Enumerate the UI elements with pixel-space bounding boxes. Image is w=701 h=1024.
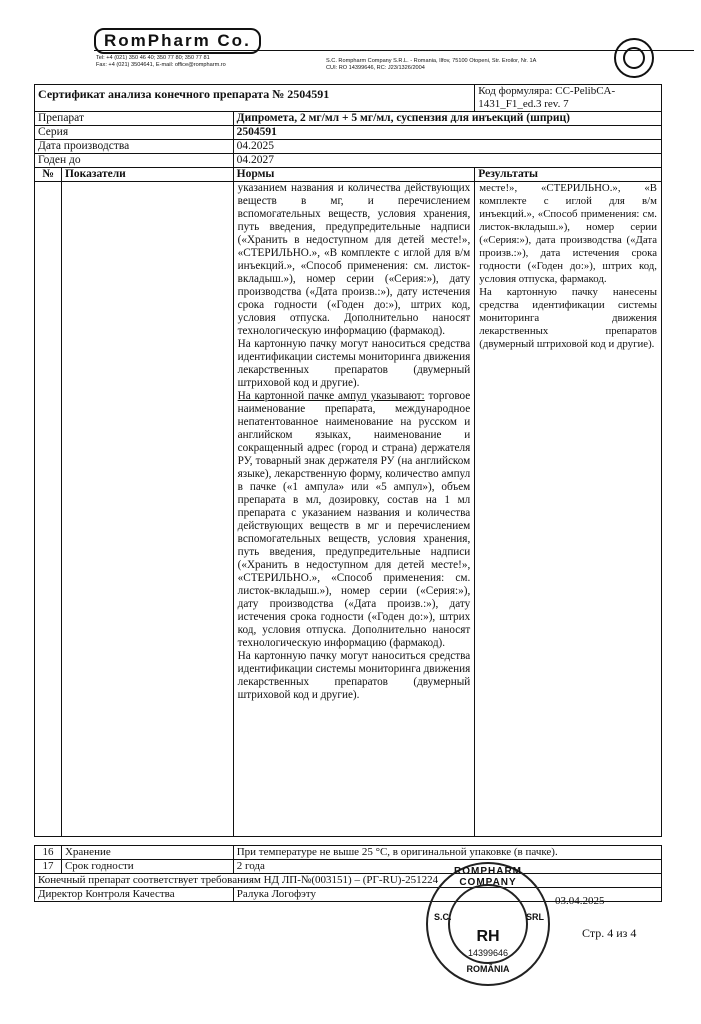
- column-header-row: [35, 168, 662, 182]
- results-paragraph: На картонную пачку нанесены средства идентификации системы мониторинга движения лекарственных препаратов (двумерный штриховой код и другие).: [479, 286, 657, 350]
- conformity-row: [35, 874, 662, 888]
- info-row-batch: [35, 126, 662, 140]
- col-results: Результаты: [475, 168, 662, 182]
- info-label: Серия: [35, 126, 234, 140]
- row-num-empty: [35, 182, 62, 837]
- info-label: Годен до: [35, 154, 234, 168]
- col-num: №: [35, 168, 62, 182]
- contact-info: Tel: +4 (021) 350 46 40; 350 77 80; 350 77 81 Fax: +4 (021) 3504641, E-mail: office@rompharm.ro: [96, 55, 226, 68]
- letterhead: [94, 28, 614, 76]
- company-address: S.C. Rompharm Company S.R.L. - Romania, Ilfov, 75100 Otopeni, Str. Eroilor, Nr. 1A CUI: RO 14399646, RC: J23/1326/2004: [326, 58, 537, 71]
- company-stamp-icon: [426, 862, 550, 986]
- stamp-text: S.C.: [434, 912, 452, 922]
- info-value: Дипромета, 2 мг/мл + 5 мг/мл, суспензия для инъекций (шприц): [233, 112, 661, 126]
- conformity-statement: Конечный препарат соответствует требованиям НД ЛП-№(003151) – (РГ-RU)-251224: [35, 874, 662, 888]
- row-num: 17: [35, 860, 62, 874]
- certificate-title: Сертификат анализа конечного препарата № 2504591: [35, 85, 475, 112]
- signature-role: Директор Контроля Качества: [35, 888, 234, 902]
- norms-cell: [233, 182, 475, 837]
- footer-table: [34, 845, 662, 902]
- row-value: При температуре не выше 25 °С, в оригинальной упаковке (в пачке).: [233, 846, 661, 860]
- norms-paragraph: На картонную пачку могут наноситься средства идентификации системы мониторинга движения лекарственных препаратов (двумерный штриховой код и другие).: [237, 650, 471, 701]
- quality-seal-icon: [614, 38, 654, 78]
- row-value: 2 года: [233, 860, 661, 874]
- row-indicator-empty: [61, 182, 233, 837]
- info-value: 2504591: [233, 126, 661, 140]
- info-value: 04.2025: [233, 140, 661, 154]
- stamp-text: ROMÂNIA: [466, 964, 510, 974]
- row-label: Хранение: [61, 846, 233, 860]
- row-num: 16: [35, 846, 62, 860]
- results-paragraph: месте!», «СТЕРИЛЬНО.», «В комплекте с иглой для в/м инъекций.», «Способ применения: см. листок-вкладыш.»), номер серии («Серия:»), дата производства («Дата произв.:»), дата истечения срока годности («Годен до:»), штрих код, условия отпуска, фармакод.: [479, 182, 657, 285]
- results-cell: [475, 182, 662, 837]
- norms-paragraph: торговое наименование препарата, международное непатентованное наименование на русском и английском языках, наименование и сокращенный адрес (город и страна) держателя РУ, товарный знак держателя РУ (на английском языке), лекарственную форму, количество ампул в пачке («1 ампула» или «5 ампул»), объем препарата в мл, дозировку, состав на 1 мл препарата с указанием названия и количества действующих веществ в мг и перечислением вспомогательных веществ, условия хранения, путь введения, предупредительные надписи («Хранить в недоступном для детей месте!», «СТЕРИЛЬНО.», «Способ применения: см. листок-вкладыш.»), номер серии («Серия:»), дату производства («Дата произв.:»), дату истечения срока годности («Годен до:»), штрих код, условия отпуска. Дополнительно наносят технологическую информацию (фармакод).: [237, 390, 471, 649]
- page-number: Стр. 4 из 4: [582, 926, 637, 940]
- col-norms: Нормы: [233, 168, 475, 182]
- col-indicator: Показатели: [61, 168, 233, 182]
- info-label: Дата производства: [35, 140, 234, 154]
- norms-paragraph: На картонную пачку могут наноситься средства идентификации системы мониторинга движения лекарственных препаратов (двумерный штриховой код и другие).: [237, 338, 471, 389]
- shelf-life-row: [35, 860, 662, 874]
- signature-date: 03.04.2025: [555, 895, 605, 907]
- info-row-production-date: [35, 140, 662, 154]
- storage-row: [35, 846, 662, 860]
- stamp-text: 14399646: [467, 948, 509, 958]
- norms-paragraph: указанием названия и количества действующих веществ в мг, и перечислением вспомогательных веществ, условия хранения, путь введения, предупредительные надписи («Хранить в недоступном для детей месте!», «СТЕРИЛЬНО.», «В комплекте с иглой для в/м инъекций.», «Способ применения: см. листок-вкладыш.»), номер серии («Серия:»), дату производства («Дата произв.:»), дату истечения срока годности («Годен до:»), штрих код, условия отпуска. Дополнительно наносят технологическую информацию (фармакод).: [237, 182, 471, 337]
- company-logo: RomPharm Co.: [94, 28, 261, 54]
- stamp-mark: RH: [476, 928, 500, 945]
- letterhead-divider: [94, 50, 694, 51]
- labeling-row: [35, 182, 662, 837]
- form-code: Код формуляра: CC-PelibCA-1431_F1_ed.3 rev. 7: [475, 85, 662, 112]
- info-value: 04.2027: [233, 154, 661, 168]
- info-row-expiry: [35, 154, 662, 168]
- stamp-text: SRL: [526, 912, 544, 922]
- info-row-product: [35, 112, 662, 126]
- signature-name: Ралука Логофэту: [233, 888, 661, 902]
- certificate-table: [34, 84, 662, 837]
- info-label: Препарат: [35, 112, 234, 126]
- stamp-text: ROMPHARM COMPANY: [454, 866, 522, 888]
- norms-subheading: На картонной пачке ампул указывают:: [237, 390, 425, 402]
- row-label: Срок годности: [61, 860, 233, 874]
